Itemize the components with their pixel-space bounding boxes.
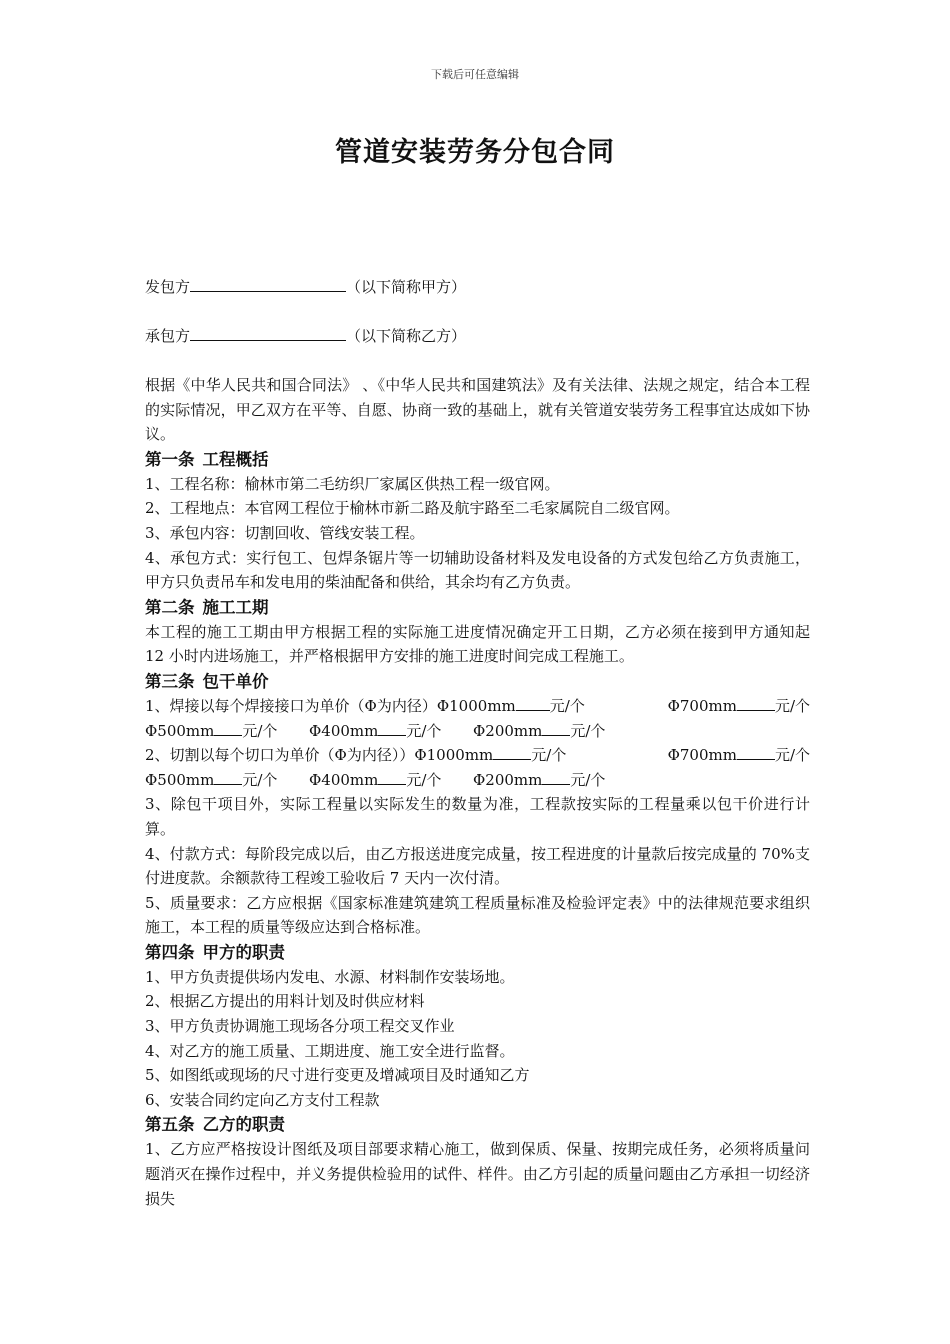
unit-label: 元/个 xyxy=(531,746,567,765)
unit-label: 元/个 xyxy=(242,770,278,789)
diameter-label: Φ200mm xyxy=(473,721,543,740)
section-4-heading xyxy=(145,940,810,965)
section-1-heading xyxy=(145,447,810,472)
party-a-suffix: （以下简称甲方） xyxy=(346,278,467,296)
price-blank xyxy=(214,721,242,736)
section-4-number: 第四条 xyxy=(145,942,195,962)
section-4-item: 2、根据乙方提出的用料计划及时供应材料 xyxy=(145,992,425,1011)
party-a-line xyxy=(145,275,466,299)
section-3-heading xyxy=(145,669,810,694)
section-5-number: 第五条 xyxy=(145,1115,195,1135)
party-a-blank xyxy=(190,275,346,292)
section-2-title: 施工工期 xyxy=(202,597,269,617)
unit-label: 元/个 xyxy=(549,696,585,715)
section-5-heading xyxy=(145,1112,810,1137)
section-1-item: 1、工程名称：榆林市第二毛纺织厂家属区供热工程一级官网。 xyxy=(145,474,560,493)
diameter-label: Φ700mm xyxy=(667,696,737,715)
unit-label: 元/个 xyxy=(242,721,278,740)
section-2-text: 本工程的施工工期由甲方根据工程的实际施工进度情况确定开工日期，乙方必须在接到甲方通知起 12 小时内进场施工，并严格根据甲方安排的施工进度时间完成工程施工。 xyxy=(145,622,810,666)
diameter-label: Φ500mm xyxy=(145,721,215,740)
diameter-label: Φ200mm xyxy=(473,770,543,789)
price-blank xyxy=(737,745,775,760)
section-1-title: 工程概括 xyxy=(202,449,269,469)
price-blank xyxy=(493,745,531,760)
diameter-label: Φ700mm xyxy=(667,746,737,765)
section-4-item: 4、对乙方的施工质量、工期进度、施工安全进行监督。 xyxy=(145,1041,515,1060)
unit-label: 元/个 xyxy=(774,696,810,715)
diameter-label: Φ500mm xyxy=(145,770,215,789)
header-note: 下载后可任意编辑 xyxy=(431,68,519,81)
section-1-item: 2、工程地点：本官网工程位于榆林市新二路及航宇路至二毛家属院自二级官网。 xyxy=(145,499,680,518)
section-4-item: 1、甲方负责提供场内发电、水源、材料制作安装场地。 xyxy=(145,967,515,986)
cut-price-intro: 2、切割以每个切口为单价（Φ为内径））Φ1000mm xyxy=(145,746,494,765)
section-4-item: 5、如图纸或现场的尺寸进行变更及增减项目及时通知乙方 xyxy=(145,1066,530,1085)
section-4-item: 3、甲方负责协调施工现场各分项工程交叉作业 xyxy=(145,1017,455,1036)
unit-label: 元/个 xyxy=(406,770,442,789)
weld-price-intro: 1、焊接以每个焊接接口为单价（Φ为内径）Φ1000mm xyxy=(145,696,516,715)
contract-body xyxy=(145,373,810,1211)
price-blank xyxy=(542,721,570,736)
price-blank xyxy=(542,770,570,785)
diameter-label: Φ400mm xyxy=(309,721,379,740)
price-blank xyxy=(214,770,242,785)
price-blank xyxy=(516,696,550,711)
unit-label: 元/个 xyxy=(570,770,606,789)
section-3-item: 3、除包干项目外，实际工程量以实际发生的数量为准，工程款按实际的工程量乘以包干价进行计算。 xyxy=(145,795,810,838)
section-4-item: 6、安装合同约定向乙方支付工程款 xyxy=(145,1090,380,1109)
section-2-number: 第二条 xyxy=(145,597,195,617)
weld-price-row-1 xyxy=(145,694,810,719)
section-4-title: 甲方的职责 xyxy=(202,942,285,962)
party-a-label: 发包方 xyxy=(145,278,191,296)
diameter-label: Φ400mm xyxy=(309,770,379,789)
cut-price-row-2 xyxy=(145,768,810,793)
section-3-number: 第三条 xyxy=(145,671,195,691)
section-3-item: 5、质量要求：乙方应根据《国家标准建筑建筑工程质量标准及检验评定表》中的法律规范要求组织施工，本工程的质量等级应达到合格标准。 xyxy=(145,893,810,937)
weld-price-row-2 xyxy=(145,719,810,744)
party-b-suffix: （以下简称乙方） xyxy=(346,327,467,345)
document-title: 管道安装劳务分包合同 xyxy=(335,137,615,168)
preamble: 根据《中华人民共和国合同法》 、《中华人民共和国建筑法》及有关法律、法规之规定，结合本工程的实际情况，甲乙双方在平等、自愿、协商一致的基础上，就有关管道安装劳务工程事宜达成如下协议。 xyxy=(145,376,810,444)
party-b-line xyxy=(145,324,466,348)
price-blank xyxy=(378,721,406,736)
party-b-blank xyxy=(190,324,346,341)
price-blank xyxy=(737,696,775,711)
section-3-item: 4、付款方式：每阶段完成以后，由乙方报送进度完成量，按工程进度的计量款后按完成量的 70%支付进度款。余额款待工程竣工验收后 7 天内一次付清。 xyxy=(145,844,810,888)
section-3-title: 包干单价 xyxy=(202,671,269,691)
unit-label: 元/个 xyxy=(570,721,606,740)
unit-label: 元/个 xyxy=(406,721,442,740)
section-1-number: 第一条 xyxy=(145,449,195,469)
section-5-item: 1、乙方应严格按设计图纸及项目部要求精心施工，做到保质、保量、按期完成任务，必须将质量问题消灭在操作过程中，并义务提供检验用的试件、样件。由乙方引起的质量问题由乙方承担一切经济损失 xyxy=(145,1140,810,1208)
section-1-item: 3、承包内容：切割回收、管线安装工程。 xyxy=(145,523,425,542)
party-b-label: 承包方 xyxy=(145,327,191,345)
price-blank xyxy=(378,770,406,785)
section-1-item: 4、承包方式：实行包工、包焊条锯片等一切辅助设备材料及发电设备的方式发包给乙方负责施工，甲方只负责吊车和发电用的柴油配备和供给，其余均有乙方负责。 xyxy=(145,548,810,592)
section-2-heading xyxy=(145,595,810,620)
unit-label: 元/个 xyxy=(774,746,810,765)
cut-price-row-1 xyxy=(145,743,810,768)
section-5-title: 乙方的职责 xyxy=(202,1115,285,1135)
